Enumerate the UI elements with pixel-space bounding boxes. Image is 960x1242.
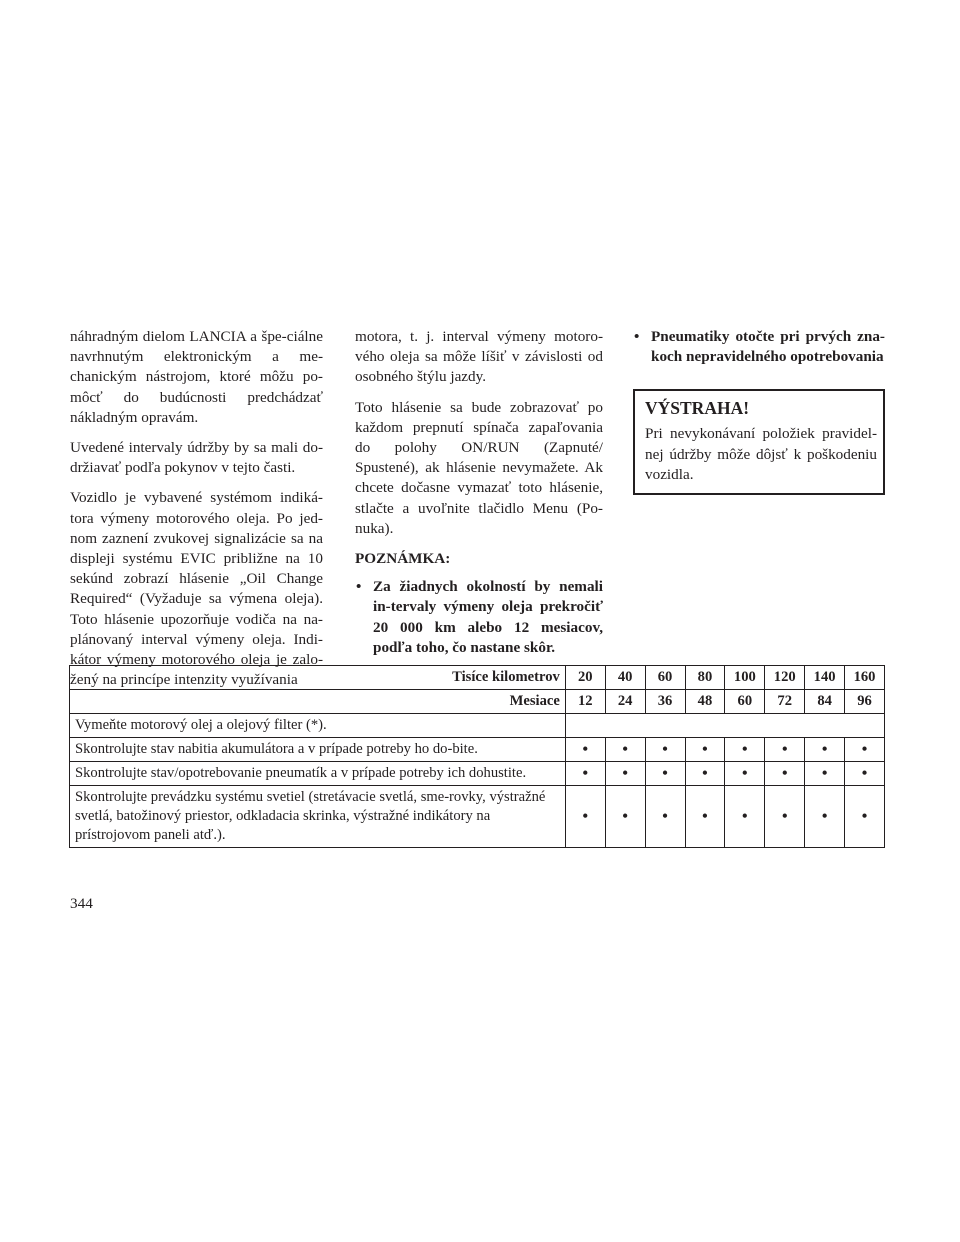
table-header-km-row (70, 666, 885, 690)
schedule-mark: • (725, 762, 765, 786)
paragraph-oil-change-indicator: Vozidlo je vybavené systémom indiká-tora výmeny motorového oleja. Po jed-nom zaznení zvukovej signalizácie sa na displeji systému EVIC približne na 10 sekúnd zobrazí hlásenie „Oil Change Required“ (Vyžaduje sa výmena oleja). Toto hlásenie upozorňuje vodiča na na-plánovaný interval výmeny oleja. Indi-kátor výmeny motorového oleja je zalo-žený na princípe intenzity využívania (70, 489, 323, 689)
schedule-mark: • (685, 762, 725, 786)
row-label-tires: Skontrolujte stav/opotrebovanie pneumatík a v prípade potreby ich dohustite. (70, 762, 566, 786)
header-month-cell: 48 (685, 690, 725, 714)
schedule-mark: • (605, 738, 645, 762)
schedule-mark: • (605, 762, 645, 786)
schedule-mark: • (725, 738, 765, 762)
note-bullet (355, 577, 603, 658)
table-row (70, 714, 885, 738)
maintenance-schedule-table (69, 665, 885, 848)
paragraph-message-display: Toto hlásenie sa bude zobrazovať po každom prepnutí spínača zapaľovania do polohy ON/RUN (Zapnuté/ Spustené), ak hlásenie nevymažete. Ak chcete dočasne vymazať toto hlásenie, stlačte a uvoľnite tlačidlo Menu (Po-nuka). (355, 398, 603, 537)
header-km-cell: 120 (765, 666, 805, 690)
header-km-cell: 40 (605, 666, 645, 690)
paragraph-engine-usage: motora, t. j. interval výmeny motoro-vého oleja sa môže líšiť v závislosti od osobného štýlu jazdy. (355, 328, 603, 386)
page-number: 344 (70, 895, 93, 912)
header-km-cell: 140 (805, 666, 845, 690)
schedule-mark: • (565, 738, 605, 762)
header-km-cell: 60 (645, 666, 685, 690)
schedule-mark: • (765, 762, 805, 786)
schedule-mark: • (765, 786, 805, 848)
header-km-cell: 20 (565, 666, 605, 690)
schedule-mark: • (685, 786, 725, 848)
schedule-mark: • (605, 786, 645, 848)
bullet-icon: • (634, 328, 640, 345)
text-column-left (70, 327, 323, 700)
header-km-cell: 80 (685, 666, 725, 690)
schedule-mark: • (645, 786, 685, 848)
table-row (70, 762, 885, 786)
tire-rotation-bullet (633, 327, 885, 367)
text-column-middle (355, 327, 603, 658)
schedule-mark: • (685, 738, 725, 762)
schedule-mark: • (845, 738, 885, 762)
row-label-lights: Skontrolujte prevádzku systému svetiel (stretávacie svetlá, sme-rovky, výstražné svetlá, batožinový priestor, odkladacia skrinka, výstražné indikátory na prístrojovom paneli atď.). (70, 786, 566, 848)
tire-rotation-text: Pneumatiky otočte pri prvých zna-koch nepravidelného opotrebovania (651, 328, 885, 366)
row-oil-change-empty-cell (565, 714, 884, 738)
header-km-cell: 160 (845, 666, 885, 690)
header-month-cell: 60 (725, 690, 765, 714)
schedule-mark: • (645, 738, 685, 762)
header-month-cell: 84 (805, 690, 845, 714)
warning-title: VÝSTRAHA! (645, 398, 750, 419)
header-month-cell: 72 (765, 690, 805, 714)
header-month-cell: 36 (645, 690, 685, 714)
table-header-months-row (70, 690, 885, 714)
header-month-cell: 96 (845, 690, 885, 714)
bullet-icon: • (356, 578, 362, 596)
header-km-label: Tisíce kilometrov (70, 666, 566, 690)
schedule-mark: • (725, 786, 765, 848)
schedule-mark: • (845, 762, 885, 786)
schedule-mark: • (845, 786, 885, 848)
row-label-battery: Skontrolujte stav nabitia akumulátora a v prípade potreby ho do-bite. (70, 738, 566, 762)
warning-text: Pri nevykonávaní položiek pravidel-nej údržby môže dôjsť k poškodeniu vozidla. (645, 425, 877, 483)
paragraph-replacement-parts: náhradným dielom LANCIA a špe-ciálne navrhnutým elektronickým a me-chanickým nástrojom, ktoré môžu po-môcť do budúcnosti predchádzať nákladným opravám. (70, 328, 323, 426)
schedule-mark: • (805, 762, 845, 786)
schedule-mark: • (565, 762, 605, 786)
schedule-mark: • (765, 738, 805, 762)
note-bullet-text: Za žiadnych okolností by nemali in-tervaly výmeny oleja prekročiť 20 000 km alebo 12 mesiacov, podľa toho, čo nastane skôr. (373, 578, 603, 656)
header-month-cell: 12 (565, 690, 605, 714)
schedule-mark: • (805, 786, 845, 848)
schedule-mark: • (565, 786, 605, 848)
row-label-oil-change: Vymeňte motorový olej a olejový filter (*). (70, 714, 566, 738)
table-row (70, 738, 885, 762)
text-column-right (633, 327, 885, 495)
warning-box (633, 389, 885, 495)
header-months-label: Mesiace (70, 690, 566, 714)
header-month-cell: 24 (605, 690, 645, 714)
note-heading: POZNÁMKA: (355, 550, 451, 568)
paragraph-maintenance-intervals: Uvedené intervaly údržby by sa mali do-držiavať podľa pokynov v tejto časti. (70, 439, 323, 477)
table-row (70, 786, 885, 848)
header-km-cell: 100 (725, 666, 765, 690)
schedule-mark: • (805, 738, 845, 762)
schedule-mark: • (645, 762, 685, 786)
